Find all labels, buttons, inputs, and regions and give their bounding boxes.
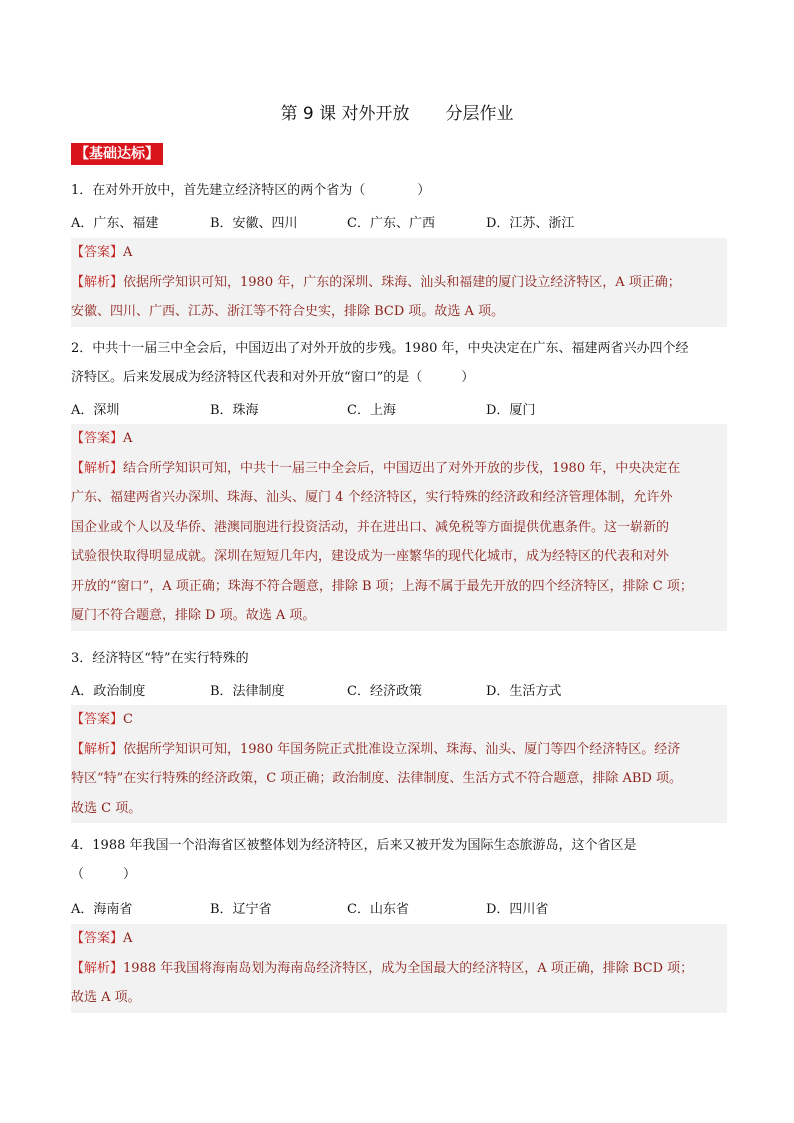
answer-label: 【答案】 bbox=[71, 712, 124, 727]
analysis-line: 故选 A 项。 bbox=[71, 990, 141, 1005]
analysis-label: 【解析】 bbox=[71, 960, 124, 976]
option-c: C．山东省 bbox=[347, 902, 409, 917]
answer-label: 【答案】 bbox=[71, 931, 124, 946]
analysis-line: 结合所学知识可知，中共十一届三中全会后，中国迈出了对外开放的步伐，1980 年，中央决定在 bbox=[123, 460, 681, 476]
page-title bbox=[0, 99, 794, 124]
answer-value: A bbox=[123, 931, 133, 946]
option-a: A．广东、福建 bbox=[71, 216, 159, 231]
page-subtitle: 分层作业 bbox=[445, 104, 514, 124]
analysis-line: 故选 C 项。 bbox=[71, 800, 142, 816]
section-heading: 【基础达标】 bbox=[71, 143, 163, 165]
option-b: B．珠海 bbox=[210, 403, 259, 418]
question-1-options bbox=[71, 212, 731, 232]
stem-line: 2．中共十一届三中全会后，中国迈出了对外开放的步残。1980 年，中央决定在广东、福建两省兴办四个经 bbox=[71, 341, 689, 356]
answer-label: 【答案】 bbox=[71, 245, 124, 260]
option-a: A．政治制度 bbox=[71, 684, 146, 699]
lesson-title: 第 9 课 对外开放 bbox=[280, 104, 410, 124]
question-3-options bbox=[71, 680, 731, 700]
option-a: A．海南省 bbox=[71, 902, 133, 917]
analysis-line: 安徽、四川、广西、江苏、浙江等不符合史实，排除 BCD 项。故选 A 项。 bbox=[71, 304, 505, 319]
analysis-line: 厦门不符合题意，排除 D 项。故选 A 项。 bbox=[71, 608, 316, 623]
question-2-options bbox=[71, 399, 731, 419]
question-3-stem: 3．经济特区“特”在实行特殊的 bbox=[71, 651, 249, 666]
option-b: B．法律制度 bbox=[210, 684, 285, 699]
stem-line: 4．1988 年我国一个沿海省区被整体划为经济特区，后来又被开发为国际生态旅游岛，这个省区是 bbox=[71, 838, 637, 853]
analysis-line: 广东、福建两省兴办深圳、珠海、汕头、厦门 4 个经济特区，实行特殊的经济政和经济管理体制，允许外 bbox=[71, 490, 673, 505]
question-4-stem bbox=[71, 831, 731, 889]
analysis-line: 依据所学知识可知，1980 年国务院正式批准设立深圳、珠海、汕头、厦门等四个经济特区。经济 bbox=[123, 741, 681, 757]
analysis-line: 特区“特”在实行特殊的经济政策，C 项正确；政治制度、法律制度、生活方式不符合题意，排除 ABD 项。 bbox=[71, 771, 683, 786]
option-d: D．四川省 bbox=[486, 902, 549, 917]
option-c: C．经济政策 bbox=[347, 684, 422, 699]
question-2-stem bbox=[71, 334, 731, 392]
option-b: B．辽宁省 bbox=[210, 902, 272, 917]
analysis-line: 试验很快取得明显成就。深圳在短短几年内，建设成为一座繁华的现代化城市，成为经特区的代表和对外 bbox=[71, 549, 670, 564]
answer-value: A bbox=[123, 431, 133, 446]
stem-line: （ ） bbox=[71, 867, 137, 882]
option-d: D．生活方式 bbox=[486, 684, 562, 699]
option-d: D．江苏、浙江 bbox=[486, 216, 575, 231]
answer-label: 【答案】 bbox=[71, 431, 124, 446]
analysis-label: 【解析】 bbox=[71, 274, 124, 290]
analysis-line: 1988 年我国将海南岛划为海南岛经济特区，成为全国最大的经济特区，A 项正确，排除 BCD 项； bbox=[123, 960, 694, 976]
analysis-line: 开放的“窗口”，A 项正确；珠海不符合题意，排除 B 项；上海不属于最先开放的四个经济特区，排除 C 项； bbox=[71, 578, 693, 594]
question-3-answer-block bbox=[71, 705, 727, 823]
analysis-line: 国企业或个人以及华侨、港澳同胞进行投资活动，并在进出口、减免税等方面提供优惠条件。这一崭新的 bbox=[71, 519, 670, 535]
answer-value: A bbox=[123, 245, 133, 260]
question-1-stem: 1．在对外开放中，首先建立经济特区的两个省为（ ） bbox=[71, 183, 431, 198]
option-c: C．上海 bbox=[347, 403, 396, 418]
question-2-answer-block bbox=[71, 424, 727, 631]
analysis-label: 【解析】 bbox=[71, 741, 124, 757]
question-4-options bbox=[71, 898, 731, 918]
option-d: D．厦门 bbox=[486, 403, 536, 418]
option-a: A．深圳 bbox=[71, 403, 120, 418]
question-1-answer-block bbox=[71, 238, 727, 327]
stem-line: 济特区。后来发展成为经济特区代表和对外开放“窗口”的是（ ） bbox=[71, 370, 475, 385]
analysis-label: 【解析】 bbox=[71, 460, 124, 476]
analysis-line: 依据所学知识可知，1980 年，广东的深圳、珠海、汕头和福建的厦门设立经济特区，A 项正确； bbox=[123, 274, 681, 290]
option-c: C．广东、广西 bbox=[347, 216, 435, 231]
answer-value: C bbox=[123, 712, 133, 727]
option-b: B．安徽、四川 bbox=[210, 216, 298, 231]
question-4-answer-block bbox=[71, 924, 727, 1013]
